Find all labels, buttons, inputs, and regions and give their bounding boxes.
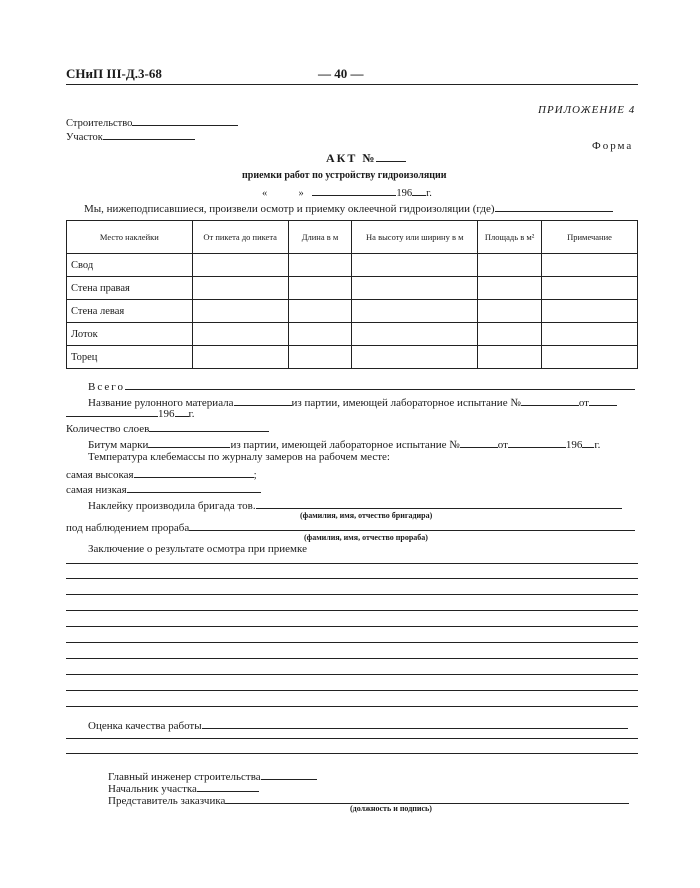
temperature-label: Температура клебемассы по журналу замеров на рабочем месте:	[88, 451, 390, 463]
highest-row	[66, 466, 257, 481]
conclusion-line[interactable]	[66, 642, 638, 643]
construction-label: Строительство	[66, 118, 133, 129]
lowest-row	[66, 481, 261, 496]
table-cell[interactable]	[192, 277, 288, 300]
customer-rep-label: Представитель заказчика	[108, 795, 226, 807]
table-cell[interactable]	[192, 346, 288, 369]
roll-year-row	[66, 405, 195, 420]
section-input-line[interactable]	[103, 128, 195, 140]
lowest-label: самая низкая	[66, 484, 127, 496]
conclusion-line[interactable]	[66, 578, 638, 579]
appendix-label: ПРИЛОЖЕНИЕ 4	[538, 104, 636, 116]
quality-input-line[interactable]	[202, 717, 628, 729]
roll-material-line[interactable]	[234, 394, 292, 406]
table-cell[interactable]	[192, 323, 288, 346]
col-header-height: На высоту или ширину в м	[352, 221, 478, 254]
customer-rep-signature-line[interactable]	[225, 792, 629, 804]
applied-by-row	[88, 497, 622, 512]
row-label: Лоток	[67, 323, 193, 346]
conclusion-line[interactable]	[66, 563, 638, 564]
table-cell[interactable]	[192, 300, 288, 323]
roll-year-g: г.	[188, 408, 195, 420]
row-label: Свод	[67, 254, 193, 277]
table-cell[interactable]	[288, 323, 352, 346]
date-year-prefix: 196	[396, 188, 413, 199]
table-cell[interactable]	[288, 346, 352, 369]
supervision-row	[66, 519, 635, 534]
table-cell[interactable]	[478, 300, 542, 323]
roll-from-date-line[interactable]	[589, 394, 617, 406]
roll-from-label: от	[578, 397, 589, 409]
conclusion-line[interactable]	[66, 674, 638, 675]
signature-caption: (должность и подпись)	[350, 804, 432, 813]
roll-date-line[interactable]	[66, 405, 158, 417]
conclusion-line[interactable]	[66, 706, 638, 707]
section-field	[66, 128, 195, 143]
table-cell[interactable]	[478, 254, 542, 277]
date-close-quote: »	[298, 188, 304, 199]
header-rule	[66, 84, 638, 85]
bitumen-grade-line[interactable]	[148, 436, 230, 448]
table-row	[67, 277, 638, 300]
conclusion-line[interactable]	[66, 594, 638, 595]
row-label: Стена левая	[67, 300, 193, 323]
table-cell[interactable]	[478, 346, 542, 369]
table-row	[67, 300, 638, 323]
foreman-input-line[interactable]	[256, 497, 622, 509]
col-header-picket: От пикета до пикета	[192, 221, 288, 254]
bitumen-lab-number-line[interactable]	[460, 436, 498, 448]
conclusion-line[interactable]	[66, 610, 638, 611]
table-header-row	[67, 221, 638, 254]
date-year-suffix: г.	[426, 188, 432, 199]
total-row	[88, 378, 635, 393]
supervision-label: под наблюдением прораба	[66, 522, 190, 534]
foreman-caption: (фамилия, имя, отчество бригадира)	[300, 511, 433, 520]
bitumen-year-g: г.	[594, 439, 601, 451]
table-cell[interactable]	[352, 346, 478, 369]
page-number: — 40 —	[318, 66, 364, 81]
intro-text: Мы, нижеподписавшиеся, произвели осмотр и приемку оклеечной гидроизоляции (где)	[84, 203, 495, 215]
section-head-signature-line[interactable]	[197, 780, 259, 792]
quality-label: Оценка качества работы	[88, 720, 202, 732]
table-cell[interactable]	[352, 300, 478, 323]
section-head-label: Начальник участка	[108, 783, 197, 795]
total-label: Всего	[88, 381, 125, 393]
act-date-row	[262, 184, 432, 199]
highest-semicolon: ;	[253, 469, 257, 481]
bitumen-date-line[interactable]	[508, 436, 566, 448]
table-cell[interactable]	[288, 300, 352, 323]
table-cell[interactable]	[542, 323, 638, 346]
quality-line[interactable]	[66, 738, 638, 739]
table-cell[interactable]	[288, 254, 352, 277]
table-cell[interactable]	[352, 323, 478, 346]
chief-engineer-signature-line[interactable]	[261, 768, 317, 780]
construction-input-line[interactable]	[132, 114, 238, 126]
act-number-line[interactable]	[376, 150, 406, 162]
act-title-text: АКТ №	[326, 151, 377, 165]
row-label: Торец	[67, 346, 193, 369]
col-header-place: Место наклейки	[67, 221, 193, 254]
intro-row	[84, 200, 613, 215]
row-label: Стена правая	[67, 277, 193, 300]
table-cell[interactable]	[478, 277, 542, 300]
bitumen-batch-label: из партии, имеющей лабораторное испытание №	[230, 439, 460, 451]
col-header-length: Длина в м	[288, 221, 352, 254]
chief-engineer-label: Главный инженер строительства	[108, 771, 261, 783]
conclusion-label: Заключение о результате осмотра при приемке	[88, 543, 307, 555]
table-cell[interactable]	[542, 254, 638, 277]
date-year-line[interactable]	[412, 184, 426, 196]
table-cell[interactable]	[542, 300, 638, 323]
conclusion-line[interactable]	[66, 690, 638, 691]
table-row	[67, 254, 638, 277]
conclusion-line[interactable]	[66, 626, 638, 627]
bitumen-year: 196	[565, 439, 583, 451]
total-input-line[interactable]	[125, 378, 635, 390]
col-header-note: Примечание	[542, 221, 638, 254]
date-month-line[interactable]	[312, 184, 396, 196]
roll-year: 196	[158, 408, 175, 420]
supervisor-input-line[interactable]	[189, 519, 635, 531]
table-cell[interactable]	[352, 254, 478, 277]
layers-row	[66, 420, 269, 435]
highest-label: самая высокая	[66, 469, 134, 481]
intro-place-line[interactable]	[495, 200, 613, 212]
applied-by-label: Наклейку производила бригада тов.	[88, 500, 256, 512]
acceptance-table	[66, 220, 638, 369]
table-row	[67, 346, 638, 369]
section-label: Участок	[66, 132, 103, 143]
table-cell[interactable]	[288, 277, 352, 300]
roll-material-label: Название рулонного материала	[88, 397, 234, 409]
table-cell[interactable]	[478, 323, 542, 346]
roll-batch-label: из партии, имеющей лабораторное испытание №	[291, 397, 521, 409]
bitumen-label: Битум марки	[88, 439, 149, 451]
conclusion-line[interactable]	[66, 658, 638, 659]
col-header-area: Площадь в м²	[478, 221, 542, 254]
supervisor-caption: (фамилия, имя, отчество прораба)	[304, 533, 428, 542]
date-open-quote: «	[262, 188, 268, 199]
document-code: СНиП III-Д.3-68	[66, 66, 162, 81]
roll-year-line[interactable]	[175, 405, 189, 417]
layers-label: Количество слоев	[66, 423, 150, 435]
form-label: Форма	[592, 140, 634, 152]
layers-input-line[interactable]	[149, 420, 269, 432]
quality-row	[88, 717, 628, 732]
quality-line[interactable]	[66, 753, 638, 754]
bitumen-year-line[interactable]	[582, 436, 594, 448]
bitumen-row	[88, 436, 600, 451]
roll-lab-number-line[interactable]	[521, 394, 579, 406]
act-title	[326, 150, 406, 166]
table-cell[interactable]	[542, 277, 638, 300]
table-cell[interactable]	[542, 346, 638, 369]
construction-field	[66, 114, 238, 129]
table-cell[interactable]	[192, 254, 288, 277]
highest-input-line[interactable]	[134, 466, 254, 478]
table-cell[interactable]	[352, 277, 478, 300]
table-row	[67, 323, 638, 346]
act-subtitle: приемки работ по устройству гидроизоляции	[242, 170, 447, 181]
bitumen-from-label: от	[497, 439, 508, 451]
lowest-input-line[interactable]	[127, 481, 261, 493]
